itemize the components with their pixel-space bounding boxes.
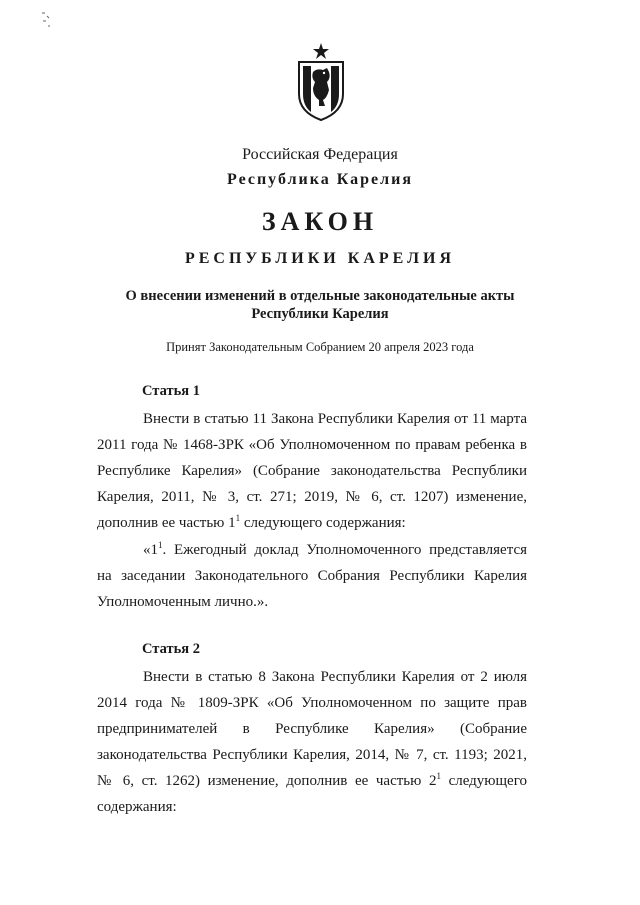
article-1-quote-part2: . Ежегодный доклад Уполномоченного представляется на заседании Законодательного Собрания Республики Карелия Уполномоченным лично.».: [97, 542, 527, 610]
republic-label: Республика Карелия: [227, 171, 413, 188]
article-1-heading: Статья 1: [142, 383, 200, 399]
article-1-superscript: 1: [235, 513, 241, 523]
article-2-superscript: 1: [436, 771, 441, 781]
document-title-line2: Республики Карелия: [251, 306, 389, 322]
article-1-quote-paragraph: [97, 537, 527, 615]
article-1-paragraph: [97, 406, 527, 536]
scan-mark-icon: [40, 10, 54, 32]
adoption-note: Принят Законодательным Собранием 20 апреля 2023 года: [166, 340, 474, 354]
article-2-text-part1: Внести в статью 8 Закона Республики Карелия от 2 июля 2014 года № 1809-ЗРК «Об Уполномоченном по защите прав предпринимателей в Республике Карелия» (Собрание законодательства Республики Карелия, 2014, № 7, ст. 1193; 2021, № 6, ст. 1262) изменение, дополнив ее частью 2: [97, 669, 527, 789]
article-2-heading: Статья 2: [142, 641, 200, 657]
document-title-line1: О внесении изменений в отдельные законодательные акты: [125, 288, 515, 304]
article-1-quote-superscript: 1: [158, 540, 163, 550]
article-1-text-part2: следующего содержания:: [240, 515, 406, 531]
coat-of-arms-icon: [295, 42, 347, 122]
article-1-quote-part1: «1: [143, 542, 158, 558]
article-2-text-part2: следующего содержания:: [97, 773, 527, 815]
document-title: [0, 287, 640, 323]
federation-label: Российская Федерация: [242, 146, 398, 163]
article-1-text-part1: Внести в статью 11 Закона Республики Карелия от 11 марта 2011 года № 1468-ЗРК «Об Уполномоченном по правам ребенка в Республике Карелия» (Собрание законодательства Республики Карелия, 2011, № 3, ст. 271; 2019, № 6, ст. 1207) изменение, дополнив ее частью 1: [97, 411, 527, 531]
article-2-paragraph: [97, 664, 527, 820]
document-type-heading: ЗАКОН: [261, 207, 379, 236]
document-issuer-heading: РЕСПУБЛИКИ КАРЕЛИЯ: [184, 250, 456, 267]
